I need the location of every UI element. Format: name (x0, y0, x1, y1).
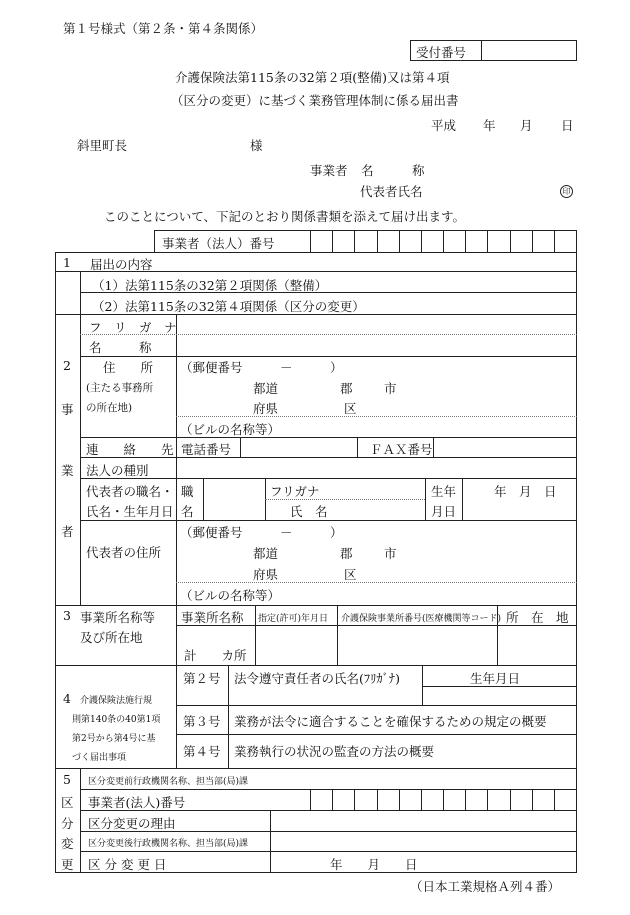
mei-label: 名 (181, 504, 194, 519)
office-number-header: 介護保険事業所番号(医療機関等コード) (341, 614, 502, 624)
date-year: 年 (483, 118, 496, 133)
address-note1: (主たる事務所 (86, 382, 154, 394)
sec5-change-date: 区 分 変 更 日 (88, 857, 167, 872)
address-note2: の所在地) (86, 402, 133, 414)
corp-type-label: 法人の種別 (86, 463, 149, 478)
rep-building-label: （ビルの名称等） (180, 588, 281, 603)
digit-cell-divider (421, 230, 422, 252)
furigana-label: フ リ ガ ナ (89, 320, 177, 335)
digit-cell-divider (354, 230, 355, 252)
sec4-item2-no: 第２号 (183, 671, 221, 686)
applicant-name-a: 名 (361, 163, 374, 178)
sec5-change-ymd: 年 月 日 (330, 857, 418, 872)
sec5-num-2: 分 (61, 816, 74, 831)
office-name-header: 事業所名称 (181, 610, 244, 625)
sec2-num-3: 者 (61, 524, 74, 539)
digit-cell-divider (465, 789, 466, 811)
rep-address-label: 代表者の住所 (86, 545, 162, 560)
sec1-item2: （2）法第115条の32第４項関係（区分の変更） (92, 299, 365, 314)
digit-cell-divider (443, 230, 444, 252)
gun-label: 郡 (340, 381, 353, 396)
shimei-label: 氏 名 (290, 504, 328, 519)
sec4-item3-text: 業務が法令に適合することを確保するための規定の概要 (234, 714, 547, 729)
office-total: 計 カ所 (184, 648, 247, 663)
rep-todo-label: 都道 (253, 546, 279, 561)
digit-cell-divider (510, 789, 511, 811)
corp-number-label: 事業者（法人）番号 (162, 236, 275, 251)
title-line1: 介護保険法第115条の32第２項(整備)又は第４項 (175, 70, 450, 85)
applicant-label: 事業者 (310, 163, 348, 178)
addressee: 斜里町長 (77, 138, 128, 153)
digit-cell-divider (377, 789, 378, 811)
rep-title-label2: 氏名・生年月日 (86, 504, 174, 519)
applicant-name-b: 称 (412, 163, 425, 178)
sec2-num-1: 事 (61, 402, 74, 417)
footer-note: （日本工業規格Ａ列４番） (410, 879, 561, 894)
sec4-desc4: づく届出事項 (72, 753, 127, 763)
sec4-item4-text: 業務執行の状況の監査の方法の概要 (234, 744, 435, 759)
contact-label: 連 絡 先 (86, 442, 174, 457)
todo-label: 都道 (253, 381, 279, 396)
sec4-num: 4 (63, 691, 71, 706)
sec4-item2-text: 法令遵守責任者の氏名(ﾌﾘｶﾞﾅ) (234, 671, 401, 686)
rep-ku-label: 区 (344, 567, 357, 582)
rep-birth-ymd: 年 月 日 (494, 484, 557, 499)
sec4-item3-no: 第３号 (183, 714, 221, 729)
sec3-title2: 及び所在地 (80, 630, 143, 645)
name-label: 名 称 (89, 340, 152, 355)
shi-label: 市 (384, 381, 397, 396)
digit-cell-divider (554, 230, 555, 252)
sec2-num-0: 2 (63, 358, 71, 373)
form-label: 第１号様式（第２条・第４条関係） (63, 21, 264, 36)
sec5-after-agency: 区分変更後行政機関名称、担当部(局)課 (88, 839, 249, 849)
location-header: 所 在 地 (506, 610, 569, 625)
postal-label: （郵便番号 － ） (180, 360, 343, 375)
date-month: 月 (520, 118, 533, 133)
ku-label: 区 (344, 401, 357, 416)
receipt-label: 受付番号 (416, 45, 467, 60)
digit-cell-divider (510, 230, 511, 252)
birth-label2: 月日 (431, 504, 457, 519)
digit-cell-divider (487, 230, 488, 252)
sec5-num-3: 変 (61, 836, 74, 851)
rep-gun-label: 郡 (340, 546, 353, 561)
digit-cell-divider (332, 789, 333, 811)
sec4-item4-no: 第４号 (183, 744, 221, 759)
digit-cell-divider (487, 789, 488, 811)
addressee-suffix: 様 (250, 138, 263, 153)
rep-name-label: 代表者氏名 (360, 184, 423, 199)
digit-cell-divider (399, 789, 400, 811)
sec2-num-2: 業 (61, 463, 74, 478)
digit-cell-divider (554, 789, 555, 811)
intro-text: このことについて、下記のとおり関係書類を添えて届け出ます。 (104, 209, 466, 224)
address-label: 住 所 (103, 360, 154, 375)
sec4-item2-birth: 生年月日 (470, 671, 521, 686)
title-line2: （区分の変更）に基づく業務管理体制に係る届出書 (171, 93, 459, 108)
shoku-label: 職 (181, 484, 194, 499)
sec5-corp-number: 事業者(法人)番号 (88, 795, 186, 810)
sec5-num-4: 更 (61, 857, 74, 872)
birth-label1: 生年 (431, 484, 457, 499)
sec4-desc3: 第2号から第4号に基 (72, 734, 156, 744)
sec5-before-agency: 区分変更前行政機関名称、担当部(局)課 (88, 777, 249, 787)
digit-cell-divider (532, 789, 533, 811)
building-label: （ビルの名称等） (180, 422, 281, 437)
sec5-reason: 区分変更の理由 (88, 816, 176, 831)
digit-cell-divider (354, 789, 355, 811)
sec1-title: 届出の内容 (90, 257, 153, 272)
sec3-num: 3 (63, 608, 71, 623)
fax-label: ＦＡＸ番号 (370, 442, 433, 457)
sec1-item1: （1）法第115条の32第２項関係（整備） (92, 278, 328, 293)
sec3-title1: 事業所名称等 (80, 610, 156, 625)
digit-cell-divider (421, 789, 422, 811)
digit-cell-divider (532, 230, 533, 252)
rep-postal-label: （郵便番号 － ） (180, 525, 343, 540)
sec1-num: 1 (63, 255, 71, 270)
fuken-label: 府県 (253, 401, 279, 416)
date-day: 日 (561, 118, 574, 133)
digit-cell-divider (332, 230, 333, 252)
rep-title-label1: 代表者の職名・ (86, 484, 174, 499)
digit-cell-divider (377, 230, 378, 252)
sec5-num-1: 区 (61, 795, 74, 810)
sec5-num-0: 5 (63, 772, 71, 787)
digit-cell-divider (399, 230, 400, 252)
furigana2-label: フリガナ (270, 484, 320, 499)
phone-label: 電話番号 (181, 442, 232, 457)
sec4-desc2: 則第140条の40第1項 (72, 715, 161, 725)
sec4-desc1: 介護保険法施行規 (80, 696, 153, 706)
designation-date-header: 指定(許可)年月日 (258, 614, 329, 624)
digit-cell-divider (465, 230, 466, 252)
date-era: 平成 (431, 118, 457, 133)
digit-cell-divider (443, 789, 444, 811)
rep-shi-label: 市 (384, 546, 397, 561)
seal-icon: 印 (560, 182, 573, 198)
rep-fuken-label: 府県 (253, 567, 279, 582)
